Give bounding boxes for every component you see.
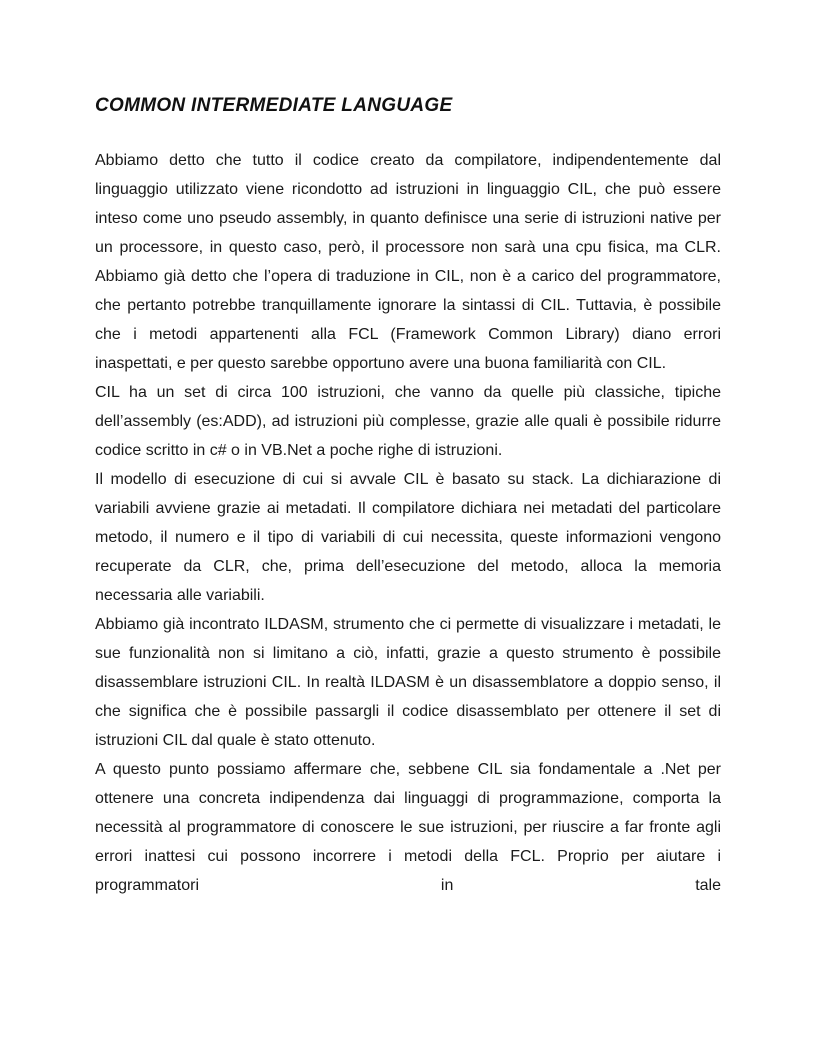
page-title: COMMON INTERMEDIATE LANGUAGE — [95, 95, 453, 116]
paragraph-4: Abbiamo già incontrato ILDASM, strumento che ci permette di visualizzare i metadati, le sue funzionalità non si limitano a ciò, infatti, grazie a questo strumento è possibile disassemblare istruzioni CIL. In realtà ILDASM è un disassemblatore a doppio senso, il che significa che è possibile passargli il codice disassemblato per ottenere il set di istruzioni CIL dal quale è stato ottenuto. — [95, 616, 721, 749]
paragraph-2: CIL ha un set di circa 100 istruzioni, che vanno da quelle più classiche, tipiche dell’assembly (es:ADD), ad istruzioni più complesse, grazie alle quali è possibile ridurre codice scritto in c# o in VB.Net a poche righe di istruzioni. — [95, 384, 721, 459]
paragraph-3: Il modello di esecuzione di cui si avvale CIL è basato su stack. La dichiarazione di variabili avviene grazie ai metadati. Il compilatore dichiara nei metadati del particolare metodo, il numero e il tipo di variabili di cui necessita, queste informazioni vengono recuperate da CLR, che, prima dell’esecuzione del metodo, alloca la memoria necessaria alle variabili. — [95, 471, 721, 604]
paragraph-1: Abbiamo detto che tutto il codice creato da compilatore, indipendentemente dal linguaggio utilizzato viene ricondotto ad istruzioni in linguaggio CIL, che può essere inteso come uno pseudo assembly, in quanto definisce una serie di istruzioni native per un processore, in questo caso, però, il processore non sarà una cpu fisica, ma CLR. Abbiamo già detto che l’opera di traduzione in CIL, non è a carico del programmatore, che pertanto potrebbe tranquillamente ignorare la sintassi di CIL. Tuttavia, è possibile che i metodi appartenenti alla FCL (Framework Common Library) diano errori inaspettati, e per questo sarebbe opportuno avere una buona familiarità con CIL. — [95, 152, 721, 372]
document-page — [95, 93, 721, 900]
paragraph-5: A questo punto possiamo affermare che, sebbene CIL sia fondamentale a .Net per ottenere una concreta indipendenza dai linguaggi di programmazione, comporta la necessità al programmatore di conoscere le sue istruzioni, per riuscire a far fronte agli errori inattesi cui possono incorrere i metodi della FCL. Proprio per aiutare i programmatori in tale — [95, 761, 721, 894]
